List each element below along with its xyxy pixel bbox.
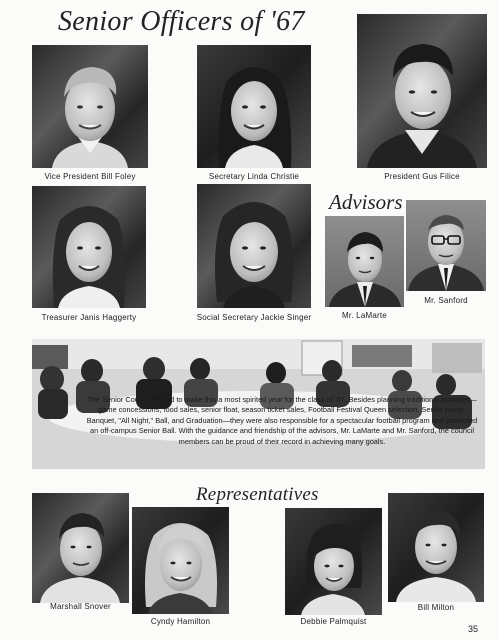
- portrait-photo-linda-christie: [197, 45, 311, 168]
- caption-secretary: Secretary Linda Christie: [208, 172, 300, 181]
- caption-advisor-sanford: Mr. Sanford: [424, 296, 468, 305]
- advisors-heading: Advisors: [329, 190, 403, 214]
- caption-rep-cyndy-hamilton: Cyndy Hamilton: [150, 617, 211, 626]
- page-title: Senior Officers of '67: [58, 6, 305, 37]
- caption-rep-marshall-snover: Marshall Snover: [50, 602, 111, 611]
- portrait-photo-mr-lamarte: [325, 216, 404, 307]
- portrait-photo-debbie-palmquist: [285, 508, 382, 615]
- portrait-photo-gus-filice: [357, 14, 487, 168]
- portrait-photo-bill-foley: [32, 45, 148, 168]
- portrait-photo-jackie-singer: [197, 184, 311, 308]
- caption-treasurer: Treasurer Janis Haggerty: [41, 313, 137, 322]
- caption-advisor-lamarte: Mr. LaMarte: [342, 311, 387, 320]
- council-description: The Senior Council helped to make this a most spirited year for the class of '67. Besides planning traditional activities—game concessions, food sales, senior float, season ticket sales, Football Festival Queen selection, Senior picnic, Banquet, "All Night," Ball, and Graduation—they were also responsible for a spectacular football program and promoted an off-campus Senior Ball. With the guidance and friendship of the advisors, Mr. LaMarte and Mr. Sanford, the council members can be proud of their record in achieving many goals.: [86, 395, 478, 446]
- page-number: 35: [467, 624, 478, 634]
- representatives-heading: Representatives: [196, 484, 319, 505]
- caption-rep-bill-milton: Bill Milton: [417, 603, 455, 612]
- caption-president: President Gus Filice: [384, 172, 460, 181]
- caption-vice-president: Vice President Bill Foley: [44, 172, 136, 181]
- portrait-photo-cyndy-hamilton: [132, 507, 229, 614]
- portrait-photo-marshall-snover: [32, 493, 129, 603]
- portrait-photo-janis-haggerty: [32, 186, 146, 308]
- portrait-photo-bill-milton: [388, 493, 484, 602]
- caption-social-secretary: Social Secretary Jackie Singer: [196, 313, 312, 322]
- portrait-photo-mr-sanford: [406, 200, 486, 291]
- caption-rep-debbie-palmquist: Debbie Palmquist: [300, 617, 367, 626]
